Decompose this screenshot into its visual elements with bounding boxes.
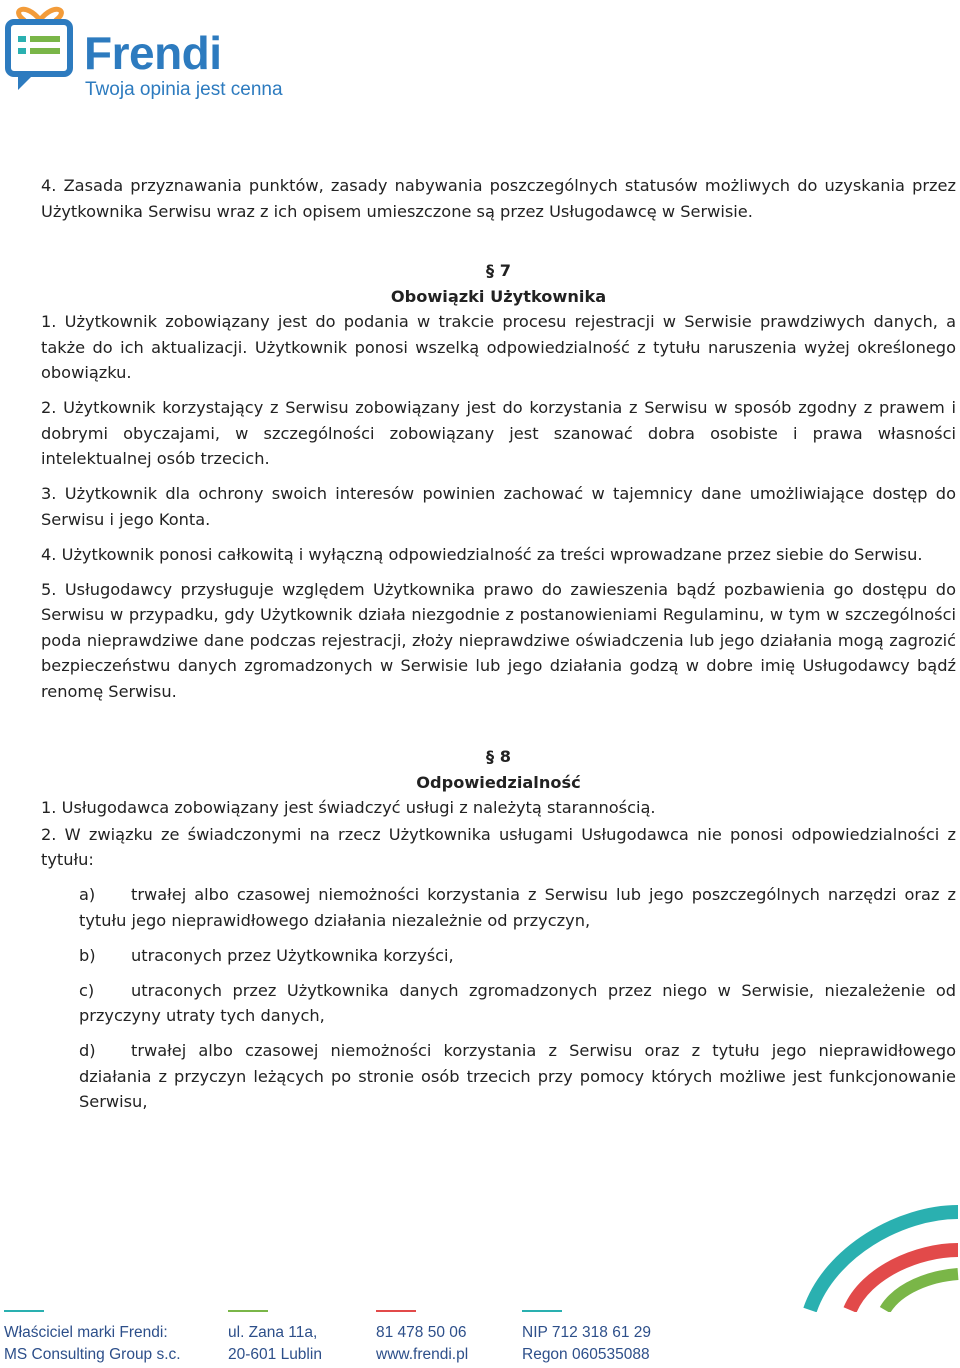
gift-speech-bubble-icon bbox=[4, 4, 76, 94]
subitem-label: c) bbox=[79, 980, 95, 1000]
footer-registration bbox=[522, 1310, 651, 1366]
section-7-item-3: 3. Użytkownik dla ochrony swoich interesów powinien zachować w tajemnicy dane umożliwiające dostęp do Serwisu i jego Konta. bbox=[41, 484, 956, 529]
footer-phone: 81 478 50 06 bbox=[376, 1324, 467, 1341]
subitem-text: utraconych przez Użytkownika korzyści, bbox=[131, 945, 454, 965]
footer-contact bbox=[376, 1310, 468, 1366]
footer-city: 20-601 Lublin bbox=[228, 1346, 322, 1363]
footer-owner bbox=[4, 1310, 181, 1366]
subitem-label: d) bbox=[79, 1041, 96, 1060]
subitem-label: b) bbox=[79, 945, 96, 965]
section-7-item-2: 2. Użytkownik korzystający z Serwisu zobowiązany jest do korzystania z Serwisu w sposób zgodny z prawem i dobrymi obyczajami, w szczególności zobowiązany jest szanować dobra osobiste i prawa własności intelektualnej osób trzecich. bbox=[41, 398, 956, 468]
subitem-text: trwałej albo czasowej niemożności korzystania z Serwisu oraz z tytułu jego nieprawidłowego działania z przyczyn leżących po stronie osób trzecich przy pomocy których możliwe jest funkcjonowanie Serwisu, bbox=[79, 1041, 956, 1111]
logo-tagline: Twoja opinia jest cenna bbox=[85, 79, 283, 100]
document-body bbox=[41, 173, 956, 1115]
footer-divider bbox=[4, 1310, 44, 1312]
section-8-subitem-c bbox=[41, 978, 956, 1029]
section-7-title: Obowiązki Użytkownika bbox=[390, 286, 607, 306]
section-8-item-2: 2. W związku ze świadczonymi na rzecz Użytkownika usługami Usługodawca nie ponosi odpowiedzialności z tytułu: bbox=[41, 824, 956, 869]
footer-divider bbox=[376, 1310, 416, 1312]
section-8-number: § 8 bbox=[486, 747, 511, 766]
subitem-text: utraconych przez Użytkownika danych zgromadzonych przez niego w Serwisie, niezależenie od przyczyny utraty tych danych, bbox=[79, 980, 956, 1025]
subitem-text: trwałej albo czasowej niemożności korzystania z Serwisu lub jego poszczególnych narzędzi oraz z tytułu jego nieprawidłowego działania niezależnie od przyczyn, bbox=[79, 885, 956, 930]
footer-owner-label: Właściciel marki Frendi: bbox=[4, 1324, 168, 1341]
intro-paragraph: 4. Zasada przyznawania punktów, zasady nabywania poszczególnych statusów możliwych do uzyskania przez Użytkownika Serwisu wraz z ich opisem umieszczone są przez Usługodawcę w Serwisie. bbox=[41, 176, 956, 221]
footer-owner-name: MS Consulting Group s.c. bbox=[4, 1346, 181, 1363]
section-8-subitem-b bbox=[41, 943, 956, 969]
footer-divider bbox=[522, 1310, 562, 1312]
footer-nip: NIP 712 318 61 29 bbox=[522, 1324, 651, 1341]
section-8-title: Odpowiedzialność bbox=[416, 772, 581, 792]
footer-address bbox=[228, 1310, 322, 1366]
section-8-item-1: 1. Usługodawca zobowiązany jest świadczyć usługi z należytą starannością. bbox=[41, 798, 656, 817]
footer-divider bbox=[228, 1310, 268, 1312]
section-7-item-4: 4. Użytkownik ponosi całkowitą i wyłączną odpowiedzialność za treści wprowadzane przez siebie do Serwisu. bbox=[41, 544, 923, 564]
page-footer bbox=[0, 1310, 960, 1368]
section-8-subitem-a bbox=[41, 882, 956, 933]
footer-regon: Regon 060535088 bbox=[522, 1346, 650, 1363]
section-8-subitem-d bbox=[41, 1038, 956, 1115]
section-7-number: § 7 bbox=[486, 261, 511, 280]
section-7-item-1: 1. Użytkownik zobowiązany jest do podania w trakcie procesu rejestracji w Serwisie prawdziwych danych, a także do ich aktualizacji. Użytkownik ponosi wszelką odpowiedzialność z tytułu naruszenia wyżej określonego obowiązku. bbox=[41, 312, 956, 382]
section-7-item-5: 5. Usługodawcy przysługuje względem Użytkownika prawo do zawieszenia bądź pozbawienia go dostępu do Serwisu w przypadku, gdy Użytkownik działa niezgodnie z postanowieniami Regulaminu, w tym w szczególności poda nieprawdziwe dane podczas rejestracji, złoży nieprawdziwe oświadczenia lub jego działania mogą zagrozić bezpieczeństwu danych zgromadzonych w Serwisie lub jego działania godzą w dobre imię Usługodawcy bądź renomę Serwisu. bbox=[41, 579, 956, 701]
footer-website[interactable]: www.frendi.pl bbox=[376, 1346, 469, 1363]
footer-street: ul. Zana 11a, bbox=[228, 1324, 318, 1341]
subitem-label: a) bbox=[79, 885, 96, 904]
logo-wordmark: Frendi bbox=[84, 27, 222, 79]
ribbon-decoration-icon bbox=[790, 1192, 960, 1312]
frendi-logo bbox=[4, 4, 304, 104]
